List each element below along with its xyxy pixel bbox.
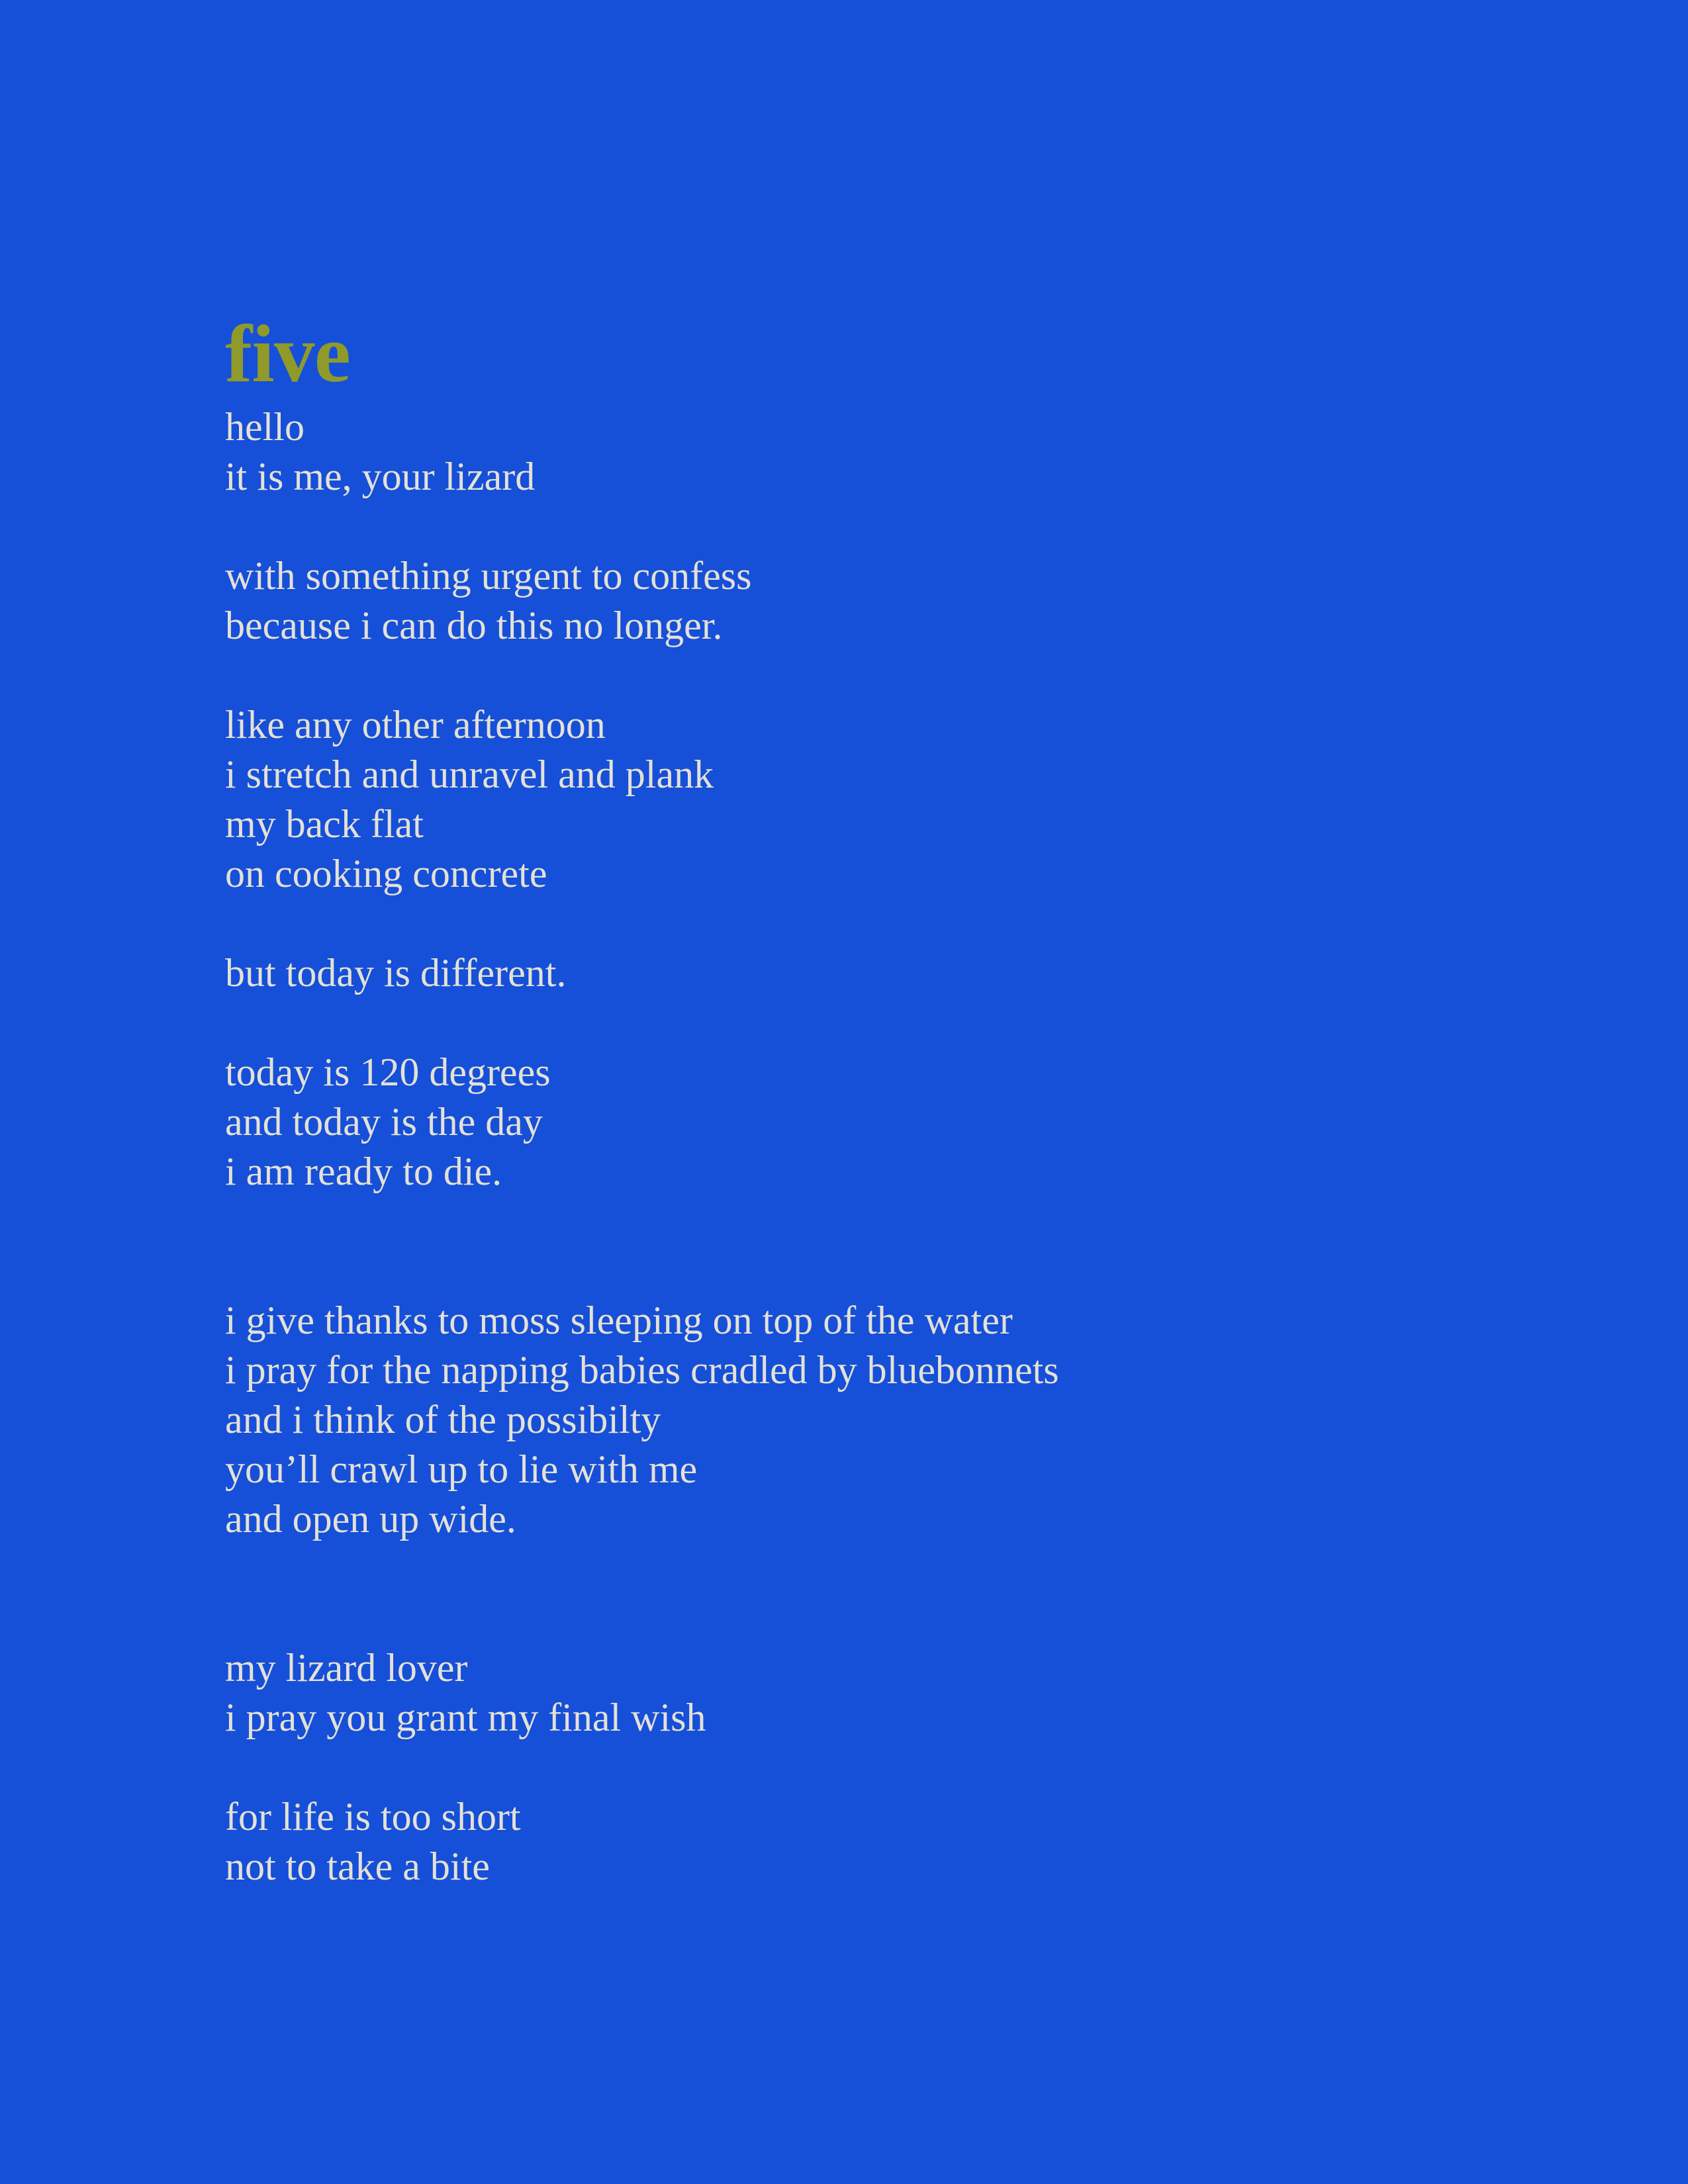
poem-line: it is me, your lizard [225,455,536,498]
stanza-2 [225,551,1483,651]
poem-line: i give thanks to moss sleeping on top of the water [225,1298,1013,1342]
stanza-5 [225,1048,1483,1197]
poem-line: hello [225,405,305,449]
poem-line: on cooking concrete [225,852,547,895]
stanza-7 [225,1643,1483,1743]
stanza-break [225,651,1483,700]
stanza-break [225,899,1483,948]
stanza-3 [225,700,1483,899]
stanza-break [225,1743,1483,1792]
poem-line: and i think of the possibilty [225,1398,661,1441]
poem-line: today is 120 degrees [225,1050,551,1094]
poem-line: i pray for the napping babies cradled by bluebonnets [225,1348,1059,1392]
poem-line: like any other afternoon [225,703,606,747]
poem-line: with something urgent to confess [225,554,752,598]
stanza-8 [225,1792,1483,1891]
stanza-1 [225,402,1483,502]
poem-line: because i can do this no longer. [225,604,723,647]
stanza-break [225,502,1483,551]
stanza-4 [225,948,1483,998]
poem [225,308,1483,1891]
poem-line: my lizard lover [225,1646,468,1690]
stanza-break [225,1594,1483,1643]
poem-line: i pray you grant my final wish [225,1696,706,1739]
section-break [225,1197,1483,1296]
poem-line: not to take a bite [225,1844,490,1888]
stanza-6 [225,1296,1483,1544]
poem-line: you’ll crawl up to lie with me [225,1447,698,1491]
poem-line: for life is too short [225,1795,521,1839]
poem-title: five [225,308,350,399]
section-break [225,1544,1483,1594]
poem-line: i am ready to die. [225,1150,502,1193]
poem-line: but today is different. [225,951,567,995]
poem-line: and open up wide. [225,1497,516,1541]
stanza-break [225,998,1483,1048]
poem-line: my back flat [225,802,424,846]
poem-line: and today is the day [225,1100,543,1144]
poem-line: i stretch and unravel and plank [225,752,714,796]
